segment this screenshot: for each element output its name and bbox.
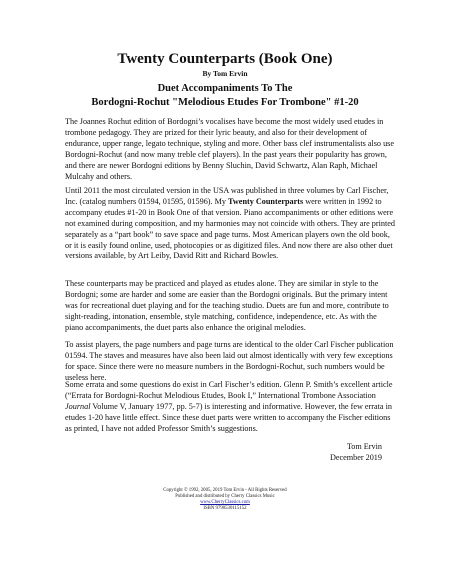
author-line: By Tom Ervin xyxy=(202,69,248,78)
subtitle-line-2: Bordogni-Rochut "Melodious Etudes For Trombone" #1-20 xyxy=(91,97,359,108)
paragraph-intro: The Joannes Rochut edition of Bordogni’s vocalises have become the most widely used etudes in trombone pedagogy. They are prized for their lyric beauty, and also for their development of endurance, upper range, legato technique, styling and more. Other bass clef instrumentalists also use Bordogni-Rochut (and now many treble clef players). In the past years their popularity has grown, and there are newer Bordogni editions by Benny Sluchin, David Schwartz, Alan Raph, Michael Mulcahy and others. xyxy=(65,117,394,181)
document-title: Twenty Counterparts (Book One) xyxy=(117,51,333,67)
journal-title-emphasis: Journal xyxy=(65,401,91,411)
footer-website-link[interactable]: www.CherryClassics.com xyxy=(200,500,250,505)
signature-name: Tom Ervin xyxy=(346,442,382,451)
paragraph-history-text-1: Until 2011 the most circulated version in the USA was published in three volumes by Carl Fischer, Inc. (catalog numbers 01594, 01595, 01596). My xyxy=(65,186,389,206)
signature-date: December 2019 xyxy=(329,453,382,462)
paragraph-errata-text-2: Volume V, January 1977, pp. 5-7) is interesting and informative. However, the few errata in etudes 1-20 have little effect. Since these duet parts were written to accompany the Fischer editions as printed, I have not added Professor Smith’s suggestions. xyxy=(65,401,392,433)
footer-copyright: Copyright © 1992, 2005, 2019 Tom Ervin - All Rights Reserved xyxy=(163,488,287,493)
subtitle-line-1: Duet Accompaniments To The xyxy=(157,83,293,94)
paragraph-history-text-2: were written in 1992 to accompany etudes #1-20 in Book One of that version. Piano accompaniments or other editions were not examined during composition, and my harmonies may not coincide with others. They are printed separately as a “part book” to save space and page turns. Most American players own the old book, or it is easily found online, used, photocopies or as digitized files. And now there are also other duet versions available, by Art Leiby, David Ritt and Richard Bowles. xyxy=(65,196,396,261)
paragraph-history xyxy=(65,186,395,262)
book-title-emphasis: Twenty Counterparts xyxy=(228,196,304,206)
footer-isbn: ISBN 9790530115152 xyxy=(203,506,247,511)
paragraph-usage: These counterparts may be practiced and played as etudes alone. They are similar in style to the Bordogni; some are harder and some are easier than the Bordogni originals. But the primary intent was for recreational duet playing and for the teaching studio. Duets are fun and more, contribute to sight-reading, intonation, ensemble, style matching, confidence, independence, etc. As with the piano accompaniments, the duet parts also enhance the original melodies. xyxy=(65,279,389,332)
paragraph-layout: To assist players, the page numbers and page turns are identical to the older Carl Fischer publication 01594. The staves and measures have also been laid out almost identically with very few exceptions for space. Since there were no measure numbers in the Bordogni-Rochut, such numbers would be useless here. xyxy=(65,340,394,382)
paragraph-errata xyxy=(65,380,395,435)
paragraph-errata-text-1: Some errata and some questions do exist in Carl Fischer’s edition. Glenn P. Smith’s excellent article (“Errata for Bordogni-Rochut Melodious Etudes, Book I,” International Trombone Association xyxy=(65,380,393,400)
footer-publisher: Published and distributed by Cherry Classics Music xyxy=(175,494,275,499)
